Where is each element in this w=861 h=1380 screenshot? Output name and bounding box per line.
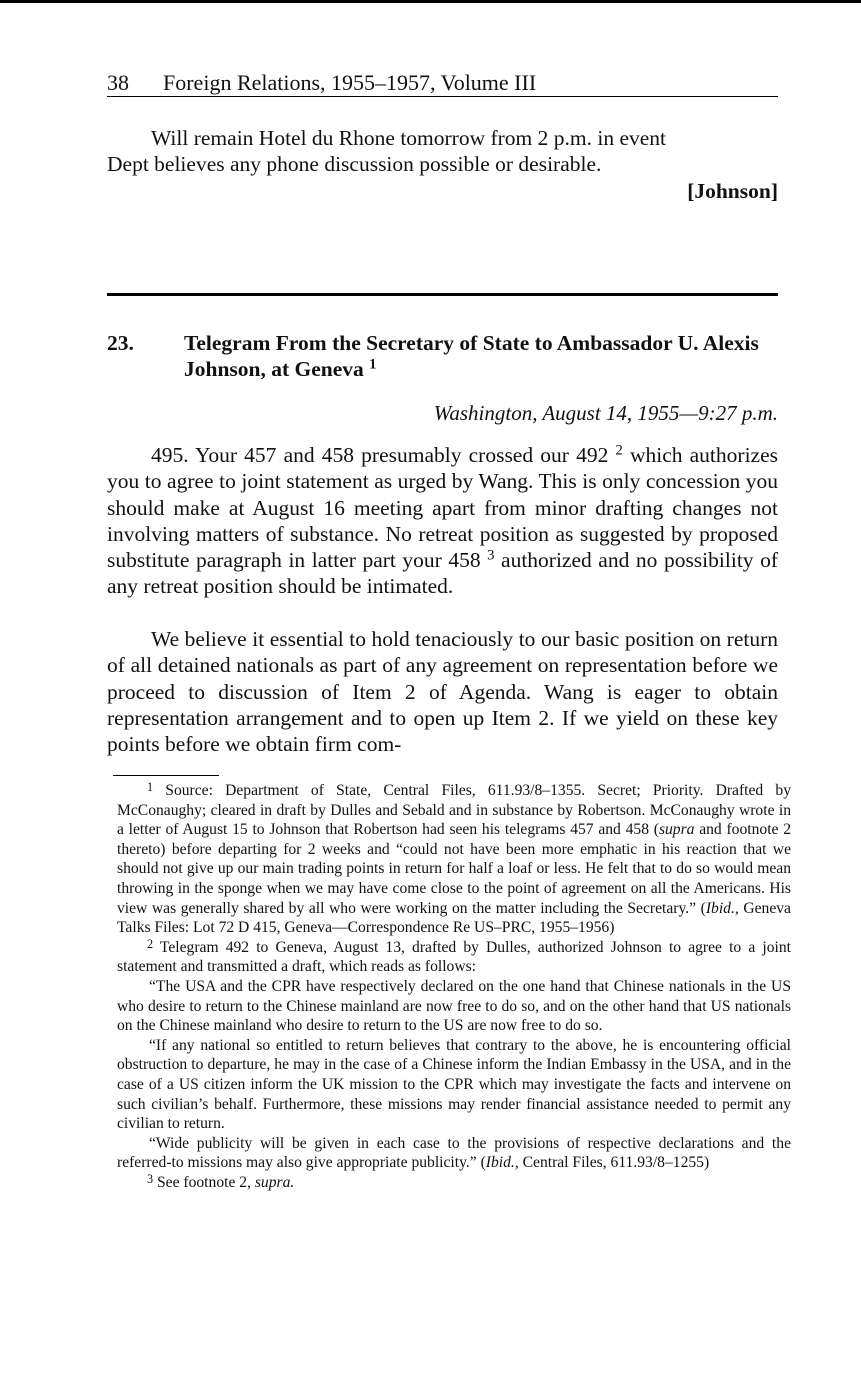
section-divider [107,293,778,296]
page-top-border [0,0,861,3]
footnote-2-quote-3 [117,1134,791,1173]
footnote-1 [117,781,791,938]
footnote-2 [117,938,791,977]
paragraph-1-part-b: which authorizes you to agree to joint statement as urged by Wang. This is only concession you should make at August 16 meeting apart from minor drafting changes not involving matters of substance. No retreat position as suggested by proposed substitute paragraph in latter part your 458 [107,443,778,573]
document-number: 23. [107,331,134,355]
footnote-3-supra: supra. [254,1173,295,1191]
footnote-1-supra: supra [658,821,695,839]
document-title-text: Telegram From the Secretary of State to Ambassador U. Alexis Johnson, at Geneva [184,331,759,381]
footnote-1-text-c: Geneva Talks Files: Lot 72 D 415, Geneva—Correspondence Re US–PRC, 1955–1956) [117,899,791,937]
footnote-2-mark: 2 [147,936,154,951]
footnote-2-quote-2: “If any national so entitled to return believes that contrary to the above, he is encountering official obstruction to departure, he may in the case of a Chinese inform the Indian Embassy in the USA, and in the case of a US citizen inform the UK mission to the CPR which may investigate the facts and intervene on such civilian’s behalf. Furthermore, these missions may render financial assistance needed to permit any civilian to return. [117,1036,791,1133]
footnote-rule [113,775,219,776]
footnote-1-mark: 1 [147,779,154,794]
footnote-1-text-b: and footnote 2 thereto) before departing for 2 weeks and “could not have been more emphatic in his reaction that we should not give up our main trading points in return for half a loaf or less. He felt that to do so would mean throwing in the sponge when we may have come close to the point of agreement on all the Americans. His view was generally shared by all who were working on the matter including the Secretary.” ( [117,821,791,917]
footnote-2-quote-3-a: “Wide publicity will be given in each case to the provisions of respective declarations and the referred-to missions may also give appropriate publicity.” ( [117,1134,791,1172]
continued-line-1: Will remain Hotel du Rhone tomorrow from 2 p.m. in event [151,126,667,150]
footnote-2-ibid: Ibid., [485,1154,519,1172]
footnote-2-quote-3-b: Central Files, 611.93/8–1255) [518,1154,710,1172]
paragraph-1-part-a: 495. Your 457 and 458 presumably crossed our 492 [151,443,609,467]
paragraph-2: We believe it essential to hold tenaciously to our basic position on return of all detained nationals as part of any agreement on representation before we proceed to discussion of Item 2 of Agenda. Wang is eager to obtain representation arrangement and to open up Item 2. If we yield on these key points before we obtain firm com- [107,627,778,757]
footnote-1-ibid: Ibid., [705,899,739,917]
document-title [184,330,764,382]
footnote-1-text-a: Source: Department of State, Central Files, 611.93/8–1355. Secret; Priority. Drafted by McConaughy; cleared in draft by Dulles and Sebald and in substance by Robertson. McConaughy wrote in a letter of August 15 to Johnson that Robertson had seen his telegrams 457 and 458 ( [117,782,791,839]
footnote-ref-1[interactable]: 1 [369,356,377,373]
footnote-3-mark: 3 [147,1171,154,1186]
footnote-ref-2[interactable]: 2 [615,442,623,459]
page-number: 38 [107,70,129,95]
paragraph-1 [107,442,778,600]
footnotes [117,781,791,1192]
paragraph-1-part-c: authorized and no possibility of any retreat position should be intimated. [107,548,779,599]
footnote-ref-3[interactable]: 3 [487,547,495,564]
footnote-2-text: Telegram 492 to Geneva, August 13, drafted by Dulles, authorized Johnson to agree to a joint statement and transmitted a draft, which reads as follows: [117,938,791,976]
footnote-3 [117,1173,791,1193]
continued-paragraph [107,125,778,178]
running-header [107,70,778,96]
footnote-2-quote-1: “The USA and the CPR have respectively declared on the one hand that Chinese nationals in the US who desire to return to the Chinese mainland are now free to do so, and on the other hand that US nationals on the Chinese mainland who desire to return to the US are now free to do so. [117,977,791,1035]
continued-line-2: Dept believes any phone discussion possible or desirable. [107,152,602,177]
dateline: Washington, August 14, 1955—9:27 p.m. [433,401,778,425]
signature: [Johnson] [687,179,778,203]
footnote-3-text: See footnote 2, [156,1173,255,1191]
running-title: Foreign Relations, 1955–1957, Volume III [163,70,537,95]
header-rule [107,96,778,97]
